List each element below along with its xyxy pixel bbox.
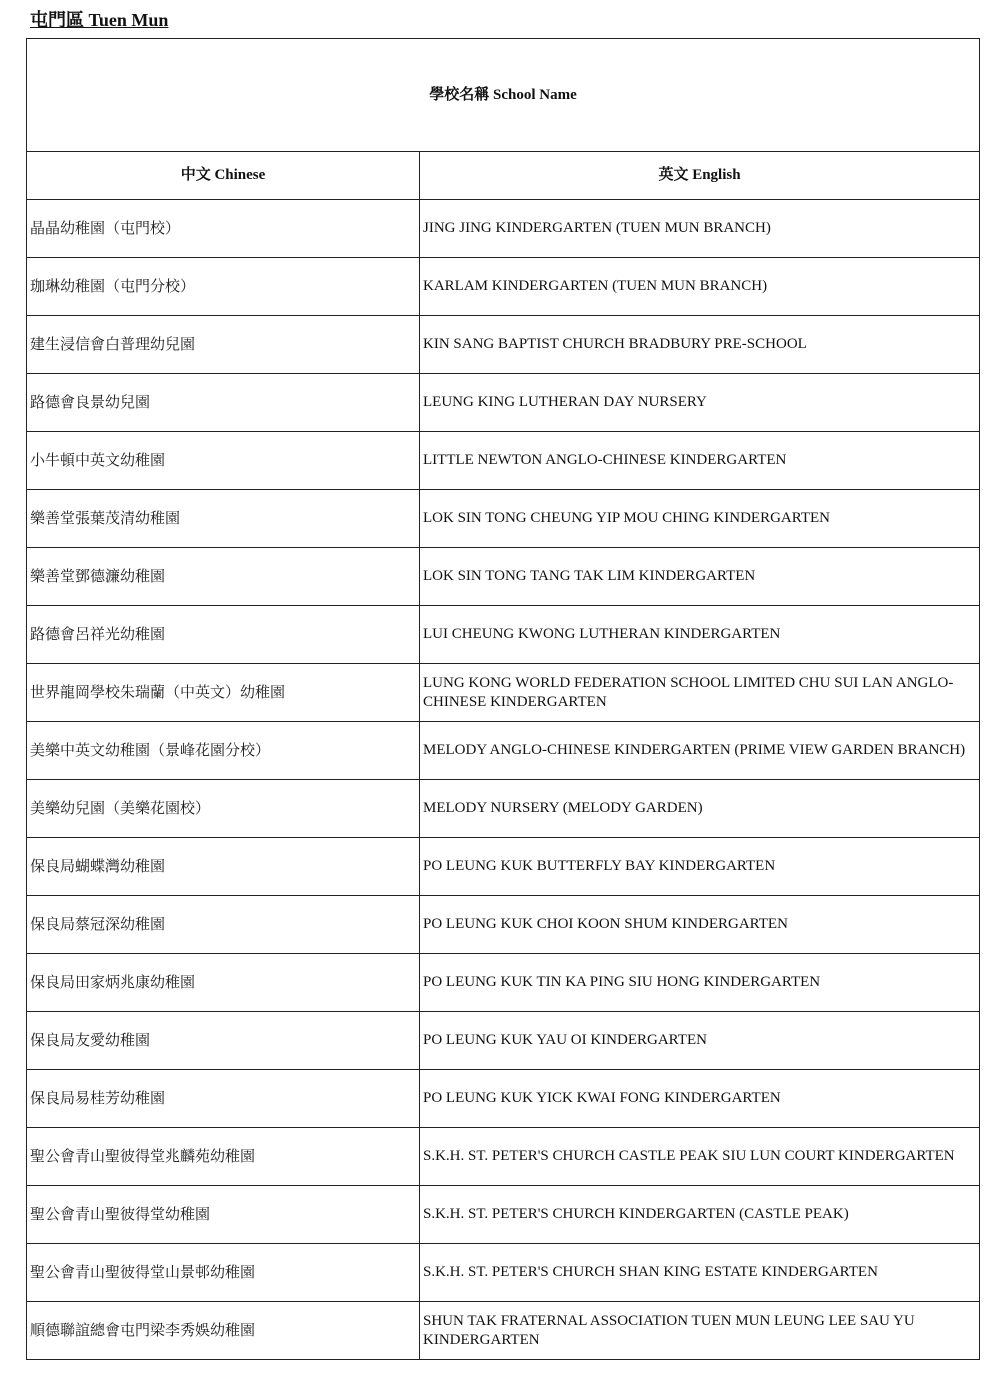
school-name-english: PO LEUNG KUK YAU OI KINDERGARTEN [420,1012,980,1070]
school-name-chinese: 聖公會青山聖彼得堂兆麟苑幼稚園 [27,1128,420,1186]
school-name-header: 學校名稱 School Name [27,39,980,152]
table-row [27,1128,980,1186]
table-row [27,1012,980,1070]
school-name-english: S.K.H. ST. PETER'S CHURCH SHAN KING ESTATE KINDERGARTEN [420,1244,980,1302]
school-name-english: LUI CHEUNG KWONG LUTHERAN KINDERGARTEN [420,606,980,664]
school-name-english: MELODY NURSERY (MELODY GARDEN) [420,780,980,838]
school-name-chinese: 建生浸信會白普理幼兒園 [27,316,420,374]
school-name-english: PO LEUNG KUK BUTTERFLY BAY KINDERGARTEN [420,838,980,896]
table-row [27,200,980,258]
table-row [27,606,980,664]
school-name-english: SHUN TAK FRATERNAL ASSOCIATION TUEN MUN LEUNG LEE SAU YU KINDERGARTEN [420,1302,980,1360]
school-name-english: PO LEUNG KUK TIN KA PING SIU HONG KINDERGARTEN [420,954,980,1012]
school-name-english: KIN SANG BAPTIST CHURCH BRADBURY PRE-SCHOOL [420,316,980,374]
table-row [27,316,980,374]
school-name-chinese: 保良局易桂芳幼稚園 [27,1070,420,1128]
table-row [27,838,980,896]
school-name-english: MELODY ANGLO-CHINESE KINDERGARTEN (PRIME VIEW GARDEN BRANCH) [420,722,980,780]
school-name-chinese: 路德會呂祥光幼稚園 [27,606,420,664]
school-name-chinese: 晶晶幼稚園（屯門校） [27,200,420,258]
table-row [27,1070,980,1128]
table-row [27,954,980,1012]
school-name-chinese: 聖公會青山聖彼得堂幼稚園 [27,1186,420,1244]
school-name-english: S.K.H. ST. PETER'S CHURCH KINDERGARTEN (CASTLE PEAK) [420,1186,980,1244]
school-name-chinese: 保良局友愛幼稚園 [27,1012,420,1070]
school-name-chinese: 保良局田家炳兆康幼稚園 [27,954,420,1012]
table-row [27,432,980,490]
school-name-english: PO LEUNG KUK CHOI KOON SHUM KINDERGARTEN [420,896,980,954]
english-column-header: 英文 English [420,152,980,200]
school-name-chinese: 世界龍岡學校朱瑞蘭（中英文）幼稚園 [27,664,420,722]
school-table [26,38,980,1360]
school-name-chinese: 聖公會青山聖彼得堂山景邨幼稚園 [27,1244,420,1302]
school-name-chinese: 美樂中英文幼稚園（景峰花園分校） [27,722,420,780]
school-name-english: JING JING KINDERGARTEN (TUEN MUN BRANCH) [420,200,980,258]
school-name-english: LITTLE NEWTON ANGLO-CHINESE KINDERGARTEN [420,432,980,490]
table-row [27,1186,980,1244]
school-name-chinese: 樂善堂張葉茂清幼稚園 [27,490,420,548]
table-row [27,490,980,548]
school-name-chinese: 小牛頓中英文幼稚園 [27,432,420,490]
table-row [27,548,980,606]
school-name-english: LOK SIN TONG CHEUNG YIP MOU CHING KINDERGARTEN [420,490,980,548]
school-name-chinese: 順德聯誼總會屯門梁李秀娛幼稚園 [27,1302,420,1360]
table-row [27,1302,980,1360]
school-name-chinese: 保良局蝴蝶灣幼稚園 [27,838,420,896]
district-title: 屯門區 Tuen Mun [30,10,169,30]
school-name-chinese: 路德會良景幼兒園 [27,374,420,432]
school-rows [27,200,980,1360]
school-name-english: LUNG KONG WORLD FEDERATION SCHOOL LIMITED CHU SUI LAN ANGLO-CHINESE KINDERGARTEN [420,664,980,722]
school-name-english: KARLAM KINDERGARTEN (TUEN MUN BRANCH) [420,258,980,316]
table-row [27,1244,980,1302]
school-name-english: LEUNG KING LUTHERAN DAY NURSERY [420,374,980,432]
chinese-column-header: 中文 Chinese [27,152,420,200]
table-row [27,896,980,954]
table-row [27,664,980,722]
school-name-chinese: 樂善堂鄧德濂幼稚園 [27,548,420,606]
school-name-english: S.K.H. ST. PETER'S CHURCH CASTLE PEAK SIU LUN COURT KINDERGARTEN [420,1128,980,1186]
table-row [27,374,980,432]
column-header-row [27,152,980,200]
school-name-chinese: 保良局蔡冠深幼稚園 [27,896,420,954]
school-name-chinese: 美樂幼兒園（美樂花園校） [27,780,420,838]
table-row [27,780,980,838]
school-name-chinese: 珈琳幼稚園（屯門分校） [27,258,420,316]
table-row [27,722,980,780]
school-name-english: LOK SIN TONG TANG TAK LIM KINDERGARTEN [420,548,980,606]
school-name-english: PO LEUNG KUK YICK KWAI FONG KINDERGARTEN [420,1070,980,1128]
table-row [27,258,980,316]
table-header-row [27,39,980,152]
